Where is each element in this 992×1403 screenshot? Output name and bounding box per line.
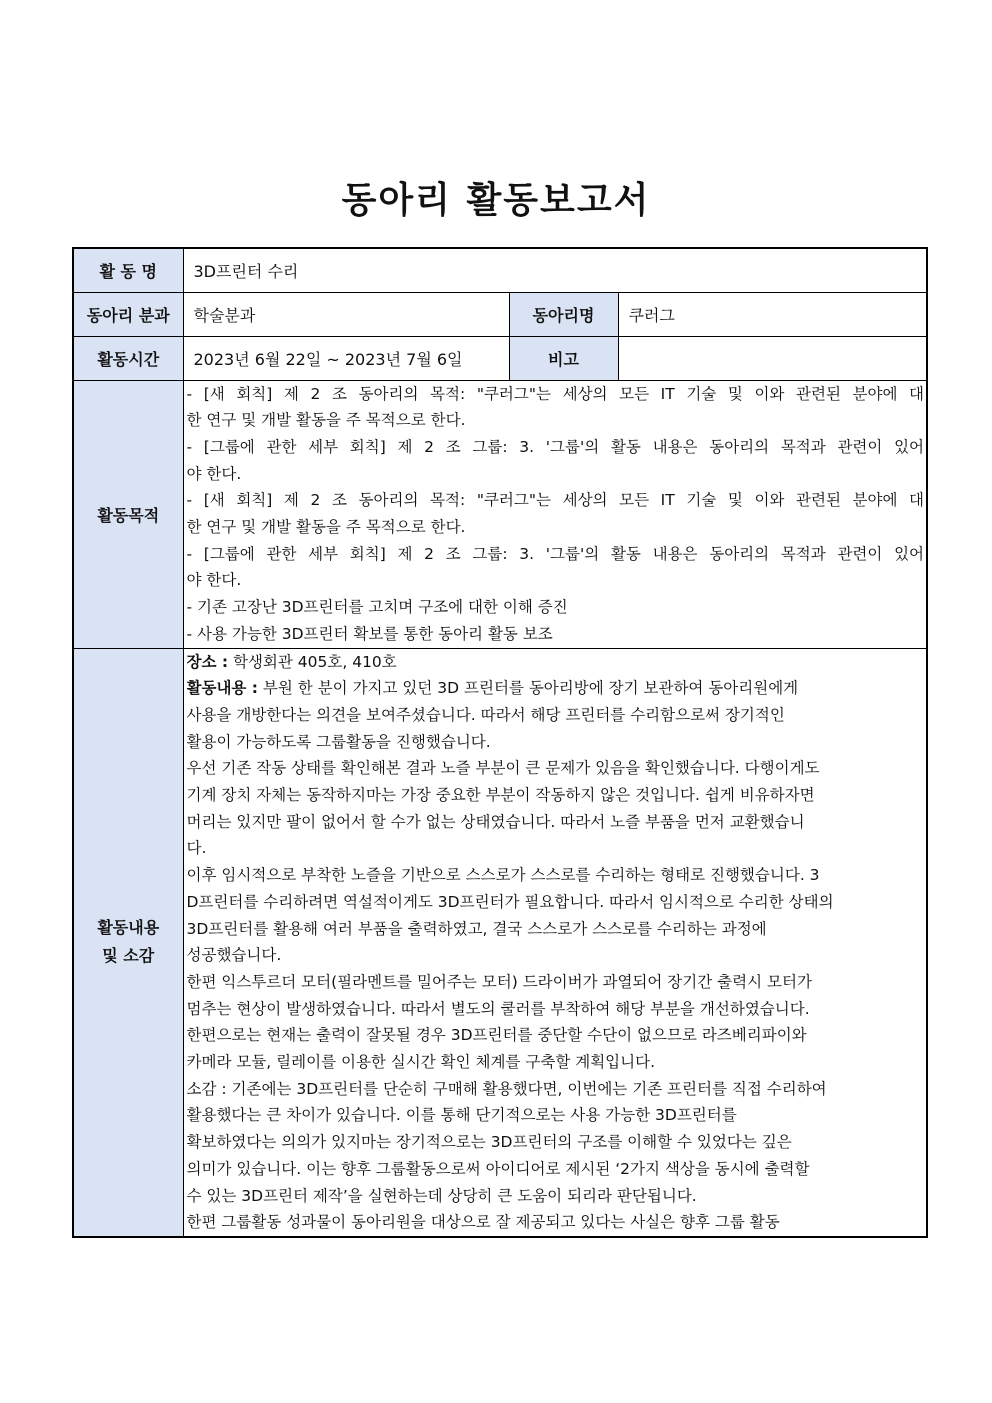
activity-time-label: 활동시간 <box>73 336 183 380</box>
club-name-label: 동아리명 <box>509 292 618 336</box>
content-label <box>73 648 183 1237</box>
remarks-label: 비고 <box>509 336 618 380</box>
content-line: 한편 그룹활동 성과물이 동아리원을 대상으로 잘 제공되고 있다는 사실은 향후 그룹 활동 <box>186 1213 780 1232</box>
purpose-label: 활동목적 <box>73 380 183 648</box>
report-table <box>72 247 928 1238</box>
content-line: 이후 임시적으로 부착한 노즐을 기반으로 스스로가 스스로를 수리하는 형태로 진행했습니다. 3 <box>186 866 820 885</box>
club-division-label: 동아리 분과 <box>73 292 183 336</box>
purpose-line: - [새 회칙] 제 2 조 동아리의 목적: "쿠러그"는 세상의 모든 IT 기술 및 이와 관련된 분야에 대 <box>186 384 925 403</box>
purpose-line: 야 한다. <box>186 571 242 590</box>
purpose-text <box>183 380 927 648</box>
content-line: 소감 : 기존에는 3D프린터를 단순히 구매해 활용했다면, 이번에는 기존 프린터를 직접 수리하여 <box>186 1079 827 1098</box>
content-line: 카메라 모듈, 릴레이를 이용한 실시간 확인 체계를 구축할 계획입니다. <box>186 1053 656 1072</box>
purpose-line: - [그룹에 관한 세부 회칙] 제 2 조 그룹: 3. '그룹'의 활동 내용은 동아리의 목적과 관련이 있어 <box>186 544 925 563</box>
content-label-line: 및 소감 <box>102 946 155 966</box>
content-line: D프린터를 수리하려면 역설적이게도 3D프린터가 필요합니다. 따라서 임시적으로 수리한 상태의 <box>186 892 834 911</box>
content-first-line <box>187 675 925 702</box>
content-line: 머리는 있지만 팔이 없어서 할 수가 없는 상태였습니다. 따라서 노즐 부품을 먼저 교환했습니 <box>186 812 805 831</box>
content-line: 사용을 개방한다는 의견을 보여주셨습니다. 따라서 해당 프린터를 수리함으로써 장기적인 <box>186 705 785 724</box>
content-line: 의미가 있습니다. 이는 향후 그룹활동으로써 아이디어로 제시된 ‘2가지 색상을 동시에 출력할 <box>186 1159 810 1178</box>
activity-name-label: 활 동 명 <box>73 248 183 292</box>
content-line: 수 있는 3D프린터 제작’을 실현하는데 상당히 큰 도움이 되리라 판단됩니다. <box>186 1186 697 1205</box>
row-activity-time <box>73 336 927 380</box>
purpose-line: 야 한다. <box>186 464 242 483</box>
row-content <box>73 648 927 1237</box>
purpose-line: 한 연구 및 개발 활동을 주 목적으로 한다. <box>186 518 466 537</box>
content-line: 활용이 가능하도록 그룹활동을 진행했습니다. <box>186 732 491 751</box>
purpose-line: - 기존 고장난 3D프린터를 고치며 구조에 대한 이해 증진 <box>186 598 568 617</box>
content-line: 다. <box>186 839 207 858</box>
purpose-line: 한 연구 및 개발 활동을 주 목적으로 한다. <box>186 411 466 430</box>
content-text <box>183 648 927 1237</box>
club-name-value: 쿠러그 <box>618 292 927 336</box>
content-line: 성공했습니다. <box>186 946 282 965</box>
remarks-value <box>618 336 927 380</box>
row-activity-name <box>73 248 927 292</box>
content-line: 기계 장치 자체는 동작하지마는 가장 중요한 부분이 작동하지 않은 것입니다. 쉽게 비유하자면 <box>186 786 815 805</box>
content-label-line: 활동내용 <box>97 918 160 938</box>
club-division-value: 학술분과 <box>183 292 509 336</box>
content-first-text: 부원 한 분이 가지고 있던 3D 프린터를 동아리방에 장기 보관하여 동아리원에게 <box>258 679 799 698</box>
content-line: 3D프린터를 활용해 여러 부품을 출력하였고, 결국 스스로가 스스로를 수리하는 과정에 <box>186 919 767 938</box>
activity-time-value: 2023년 6월 22일 ~ 2023년 7월 6일 <box>183 336 509 380</box>
purpose-line: - 사용 가능한 3D프린터 확보를 통한 동아리 활동 보조 <box>186 624 553 643</box>
place-value: 학생회관 405호, 410호 <box>228 652 397 671</box>
content-line: 확보하였다는 의의가 있지마는 장기적으로는 3D프린터의 구조를 이해할 수 있었다는 깊은 <box>186 1133 792 1152</box>
content-line: 우선 기존 작동 상태를 확인해본 결과 노즐 부분이 큰 문제가 있음을 확인했습니다. 다행이게도 <box>186 759 820 778</box>
content-line: 한편으로는 현재는 출력이 잘못될 경우 3D프린터를 중단할 수단이 없으므로 라즈베리파이와 <box>186 1026 807 1045</box>
document-title: 동아리 활동보고서 <box>341 180 651 221</box>
content-line: 멈추는 현상이 발생하였습니다. 따라서 별도의 쿨러를 부착하여 해당 부분을 개선하였습니다. <box>186 999 810 1018</box>
activity-name-value: 3D프린터 수리 <box>183 248 927 292</box>
purpose-line: - [그룹에 관한 세부 회칙] 제 2 조 그룹: 3. '그룹'의 활동 내용은 동아리의 목적과 관련이 있어 <box>186 437 925 456</box>
content-line: 활용했다는 큰 차이가 있습니다. 이를 통해 단기적으로는 사용 가능한 3D프린터를 <box>186 1106 737 1125</box>
row-club-info <box>73 292 927 336</box>
content-line: 한편 익스투르더 모터(필라멘트를 밀어주는 모터) 드라이버가 과열되어 장기간 출력시 모터가 <box>186 972 812 991</box>
place-label: 장소 : <box>186 652 229 671</box>
place-line <box>187 649 925 676</box>
row-purpose <box>73 380 927 648</box>
content-inline-label: 활동내용 : <box>186 679 258 698</box>
purpose-line: - [새 회칙] 제 2 조 동아리의 목적: "쿠러그"는 세상의 모든 IT 기술 및 이와 관련된 분야에 대 <box>186 491 925 510</box>
